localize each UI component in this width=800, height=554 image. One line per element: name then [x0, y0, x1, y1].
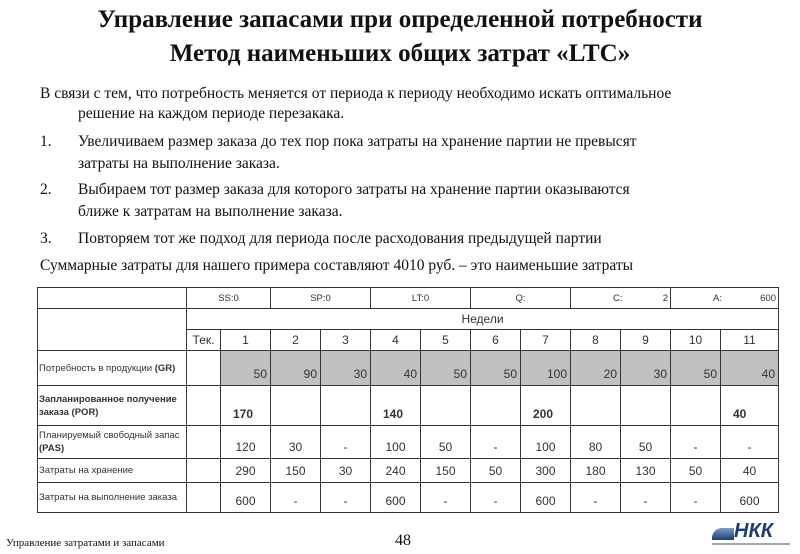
- value-cell: -: [421, 483, 471, 513]
- step-number: 1.: [40, 133, 52, 150]
- week-number: 7: [521, 330, 571, 351]
- value-cell: 20: [571, 351, 621, 386]
- title-line-2: Метод наименьших общих затрат «LTC»: [169, 40, 631, 67]
- value-cell: 40: [721, 386, 779, 426]
- value-cell: -: [471, 426, 521, 459]
- param-value: 600: [760, 292, 776, 304]
- value-cell: 40: [371, 351, 421, 386]
- page-number: 48: [395, 532, 411, 549]
- params-row: [38, 288, 779, 309]
- weeks-header-row: [38, 309, 779, 330]
- param-label: A:: [713, 292, 722, 304]
- value-cell: 100: [371, 426, 421, 459]
- value-cell: 40: [721, 459, 779, 483]
- table-row: [38, 483, 779, 513]
- value-cell: 600: [371, 483, 421, 513]
- value-cell: 40: [721, 351, 779, 386]
- value-cell: 180: [571, 459, 621, 483]
- param-cell: [571, 288, 671, 309]
- step-text: Выбираем тот размер заказа для которого затраты на хранение партии оказываются: [78, 181, 630, 198]
- value-cell: 290: [221, 459, 271, 483]
- value-cell: 30: [271, 426, 321, 459]
- value-cell: 50: [421, 351, 471, 386]
- value-cell: 50: [671, 459, 721, 483]
- param-cell: [271, 288, 371, 309]
- param-label: LT:: [411, 292, 424, 304]
- value-cell: 50: [671, 351, 721, 386]
- row-label: Затраты на выполнение заказа: [38, 483, 187, 513]
- value-cell: [621, 386, 671, 426]
- summary-text: Суммарные затраты для нашего примера составляют 4010 руб. – это наименьшие затраты: [40, 257, 634, 274]
- param-label: SS:: [218, 292, 234, 304]
- value-cell: 30: [321, 351, 371, 386]
- value-cell: 200: [521, 386, 571, 426]
- param-label: Q:: [515, 292, 526, 304]
- week-number: 4: [371, 330, 421, 351]
- value-cell: 50: [471, 351, 521, 386]
- param-value: 0: [423, 292, 430, 304]
- weeks-label: Недели: [187, 309, 779, 330]
- value-cell: -: [271, 483, 321, 513]
- value-cell: [271, 386, 321, 426]
- value-cell: -: [671, 483, 721, 513]
- value-cell: 140: [371, 386, 421, 426]
- value-cell: 30: [621, 351, 671, 386]
- nkk-logo: НКК: [712, 522, 790, 548]
- week-number: 9: [621, 330, 671, 351]
- param-cell: [371, 288, 471, 309]
- value-cell: [671, 386, 721, 426]
- table-row: [38, 351, 779, 386]
- param-label: SP:: [310, 292, 326, 304]
- value-cell: 600: [521, 483, 571, 513]
- table-row: [38, 426, 779, 459]
- value-cell: [421, 386, 471, 426]
- step-text: Повторяем тот же подход для периода после расходования предыдущей партии: [78, 230, 602, 247]
- current-label: Тек.: [187, 330, 221, 351]
- value-cell: 300: [521, 459, 571, 483]
- value-cell: -: [571, 483, 621, 513]
- value-cell: 150: [421, 459, 471, 483]
- value-cell: 120: [221, 426, 271, 459]
- row-label: Запланированное получение заказа (POR): [38, 386, 187, 426]
- value-cell: 50: [421, 426, 471, 459]
- step-text: затраты на выполнение заказа.: [78, 155, 280, 172]
- param-value: 2: [662, 292, 668, 304]
- week-number: 1: [221, 330, 271, 351]
- param-label: C:: [613, 292, 623, 304]
- value-cell: 30: [321, 459, 371, 483]
- value-cell: 50: [221, 351, 271, 386]
- row-label: Планируемый свободный запас (PAS): [38, 426, 187, 459]
- week-number: 10: [671, 330, 721, 351]
- row-label: Затраты на хранение: [38, 459, 187, 483]
- param-value: 0: [233, 292, 239, 304]
- value-cell: -: [321, 483, 371, 513]
- value-cell: -: [671, 426, 721, 459]
- ltc-table: [37, 287, 779, 513]
- value-cell: 130: [621, 459, 671, 483]
- week-number: 6: [471, 330, 521, 351]
- footer-title: Управление затратами и запасами: [6, 537, 165, 549]
- value-cell: 240: [371, 459, 421, 483]
- title-line-1: Управление запасами при определенной потребности: [97, 6, 703, 33]
- value-cell: -: [621, 483, 671, 513]
- week-number: 2: [271, 330, 321, 351]
- value-cell: 90: [271, 351, 321, 386]
- week-number: 8: [571, 330, 621, 351]
- value-cell: 50: [471, 459, 521, 483]
- value-cell: 80: [571, 426, 621, 459]
- step-number: 2.: [40, 181, 52, 198]
- value-cell: -: [721, 426, 779, 459]
- value-cell: 600: [221, 483, 271, 513]
- row-label: Потребность в продукции (GR): [38, 351, 187, 386]
- week-number: 3: [321, 330, 371, 351]
- value-cell: 150: [271, 459, 321, 483]
- step-text: ближе к затратам на выполнение заказа.: [78, 203, 343, 220]
- step-text: Увеличиваем размер заказа до тех пор пока затраты на хранение партии не превысят: [78, 133, 637, 150]
- param-cell: [671, 288, 779, 309]
- param-cell: [471, 288, 571, 309]
- value-cell: -: [321, 426, 371, 459]
- value-cell: -: [471, 483, 521, 513]
- week-number: 11: [721, 330, 779, 351]
- value-cell: [321, 386, 371, 426]
- param-cell: [187, 288, 271, 309]
- param-value: 0: [325, 292, 331, 304]
- value-cell: [471, 386, 521, 426]
- step-number: 3.: [40, 230, 52, 247]
- value-cell: 100: [521, 351, 571, 386]
- table-row: [38, 386, 779, 426]
- value-cell: 50: [621, 426, 671, 459]
- table-row: [38, 459, 779, 483]
- value-cell: 600: [721, 483, 779, 513]
- week-number: 5: [421, 330, 471, 351]
- value-cell: 170: [221, 386, 271, 426]
- intro-text: В связи с тем, что потребность меняется от периода к периоду необходимо искать оптимальное решение на каждом периоде перезакака.: [40, 85, 672, 122]
- value-cell: [571, 386, 621, 426]
- value-cell: 100: [521, 426, 571, 459]
